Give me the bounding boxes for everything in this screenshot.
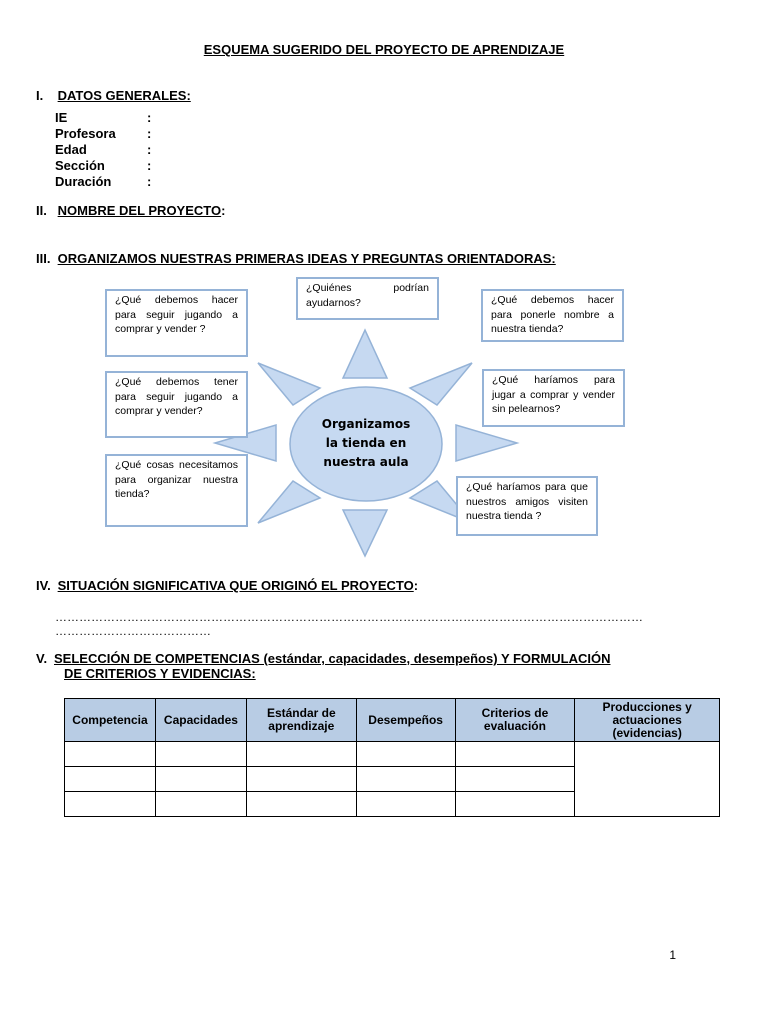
question-box: ¿Quiénes podrían ayudarnos? [296,277,439,320]
section-heading: NOMBRE DEL PROYECTO [57,203,222,218]
table-cell[interactable] [246,792,356,817]
question-box: ¿Qué haríamos para que nuestros amigos visiten nuestra tienda ? [456,476,598,536]
ray-top [343,330,387,378]
field-label: Edad [55,142,87,157]
field-label: Profesora [55,126,116,141]
field-label: IE [55,110,68,125]
field-separator: : [147,174,152,189]
center-line: Organizamos [321,417,411,431]
section-competencias [36,651,696,681]
header-competencia: Competencia [65,699,156,742]
section-number: V. [36,651,48,666]
question-box: ¿Qué haríamos para jugar a comprar y vender sin pelearnos? [482,369,625,427]
section-heading: SELECCIÓN DE COMPETENCIAS (estándar, capacidades, desempeños) Y FORMULACIÓN [54,651,611,666]
header-estandar: Estándar de aprendizaje [246,699,356,742]
section-heading-cont: DE CRITERIOS Y EVIDENCIAS: [64,666,256,681]
table-cell[interactable] [155,767,246,792]
header-criterios: Criterios de evaluación [455,699,575,742]
ray-top-left [258,363,320,405]
field-separator: : [147,126,152,141]
header-desempenos: Desempeños [356,699,455,742]
question-box: ¿Qué cosas necesitamos para organizar nuestra tienda? [105,454,248,527]
table-cell[interactable] [246,742,356,767]
table-cell[interactable] [65,742,156,767]
section-colon: : [413,578,419,593]
center-line: la tienda en [325,436,407,450]
ray-bottom-left [258,481,320,523]
section-situacion [36,578,418,593]
section-colon: : [221,203,226,218]
section-number: I. [36,88,44,103]
question-box: ¿Qué debemos tener para seguir jugando a comprar y vender? [105,371,248,438]
situation-dotted-line: ………………………………… [55,624,211,638]
table-cell[interactable] [356,742,455,767]
section-heading: SITUACIÓN SIGNIFICATIVA QUE ORIGINÓ EL PROYECTO [57,578,414,593]
header-capacidades: Capacidades [155,699,246,742]
ray-bottom [343,510,387,556]
question-box: ¿Qué debemos hacer para ponerle nombre a nuestra tienda? [481,289,624,342]
section-number: IV. [36,578,51,593]
center-line: nuestra aula [323,455,409,469]
ray-right [456,425,517,461]
table-cell[interactable] [246,767,356,792]
section-number: III. [36,251,51,266]
table-cell[interactable] [455,767,575,792]
section-heading: ORGANIZAMOS NUESTRAS PRIMERAS IDEAS Y PREGUNTAS ORIENTADORAS: [57,251,556,266]
table-cell[interactable] [155,742,246,767]
competencies-table [64,698,720,817]
table-cell[interactable] [155,792,246,817]
center-text [300,415,432,472]
table-row [65,742,720,767]
field-separator: : [147,110,152,125]
table-cell[interactable] [455,792,575,817]
field-separator: : [147,142,152,157]
field-separator: : [147,158,152,173]
table-cell[interactable] [356,767,455,792]
table-cell[interactable] [65,767,156,792]
table-cell[interactable] [356,792,455,817]
table-cell[interactable] [455,742,575,767]
table-cell[interactable] [65,792,156,817]
table-header-row [65,699,720,742]
section-number: II. [36,203,47,218]
field-label: Sección [55,158,105,173]
field-label: Duración [55,174,112,189]
table-cell-evidencias[interactable] [575,742,720,817]
question-box: ¿Qué debemos hacer para seguir jugando a comprar y vender ? [105,289,248,357]
situation-dotted-line: ………………………………………………………………………………………………………………………………… [55,610,643,624]
ray-top-right [410,363,472,405]
header-producciones: Producciones y actuaciones (evidencias) [575,699,720,742]
page-number: 1 [669,948,676,962]
section-heading: DATOS GENERALES: [57,88,191,103]
document-title: ESQUEMA SUGERIDO DEL PROYECTO DE APRENDIZAJE [203,42,565,57]
